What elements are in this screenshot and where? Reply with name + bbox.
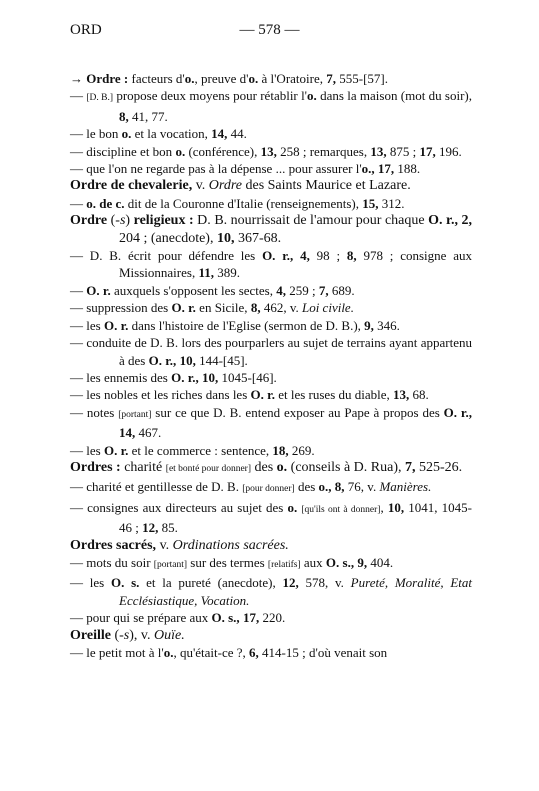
bold-term: 10, bbox=[387, 499, 405, 515]
index-sub-entry: — les ennemis des O. r., 10, 1045-[46]. bbox=[70, 369, 277, 385]
bold-term: 9, bbox=[357, 554, 368, 570]
index-heading-entry: Ordre (-s) religieux : D. B. nourrissait de l'amour pour chaque O. r., 2, 204 ; (anecdote), 10, 367-68. bbox=[70, 213, 473, 246]
index-sub-entry: — conduite de D. B. lors des pourparlers au sujet de terrains ayant appartenu à des O. r., 10, 144-[45]. bbox=[70, 335, 472, 368]
bold-term: 4, bbox=[300, 248, 310, 264]
bold-term: 10, bbox=[216, 230, 235, 246]
bold-term: 15, bbox=[362, 195, 379, 211]
bold-term: O. r. bbox=[250, 387, 275, 403]
bold-term: 8, bbox=[119, 108, 129, 124]
bold-term: o. bbox=[276, 459, 288, 475]
index-sub-entry: — charité et gentillesse de D. B. [pour donner] des o., 8, 76, v. Manières. bbox=[70, 479, 432, 495]
index-sub-entry: — suppression des O. r. en Sicile, 8, 462, v. Loi civile. bbox=[70, 300, 354, 316]
index-sub-entry: — les O. r. et le commerce : sentence, 18, 269. bbox=[70, 442, 315, 458]
index-sub-entry: — le petit mot à l'o., qu'était-ce ?, 6, 414-15 ; d'où venait son bbox=[70, 645, 388, 660]
bold-term: 7, bbox=[318, 282, 329, 298]
bold-term: O. r. bbox=[171, 300, 196, 316]
index-entries bbox=[70, 70, 472, 661]
bold-term: O. s., bbox=[211, 610, 240, 626]
index-heading-entry: Ordres sacrés, v. Ordinations sacrées. bbox=[70, 537, 289, 553]
cross-reference: Manières. bbox=[379, 479, 432, 495]
bold-term: O. r., bbox=[148, 352, 177, 368]
bold-term: O. r., bbox=[262, 248, 294, 264]
bold-term: 13, bbox=[393, 387, 410, 403]
index-sub-entry: — les O. r. dans l'histoire de l'Eglise (sermon de D. B.), 9, 346. bbox=[70, 317, 400, 333]
bold-term: o. de c. bbox=[86, 195, 125, 211]
bold-term: o., bbox=[318, 479, 332, 495]
bold-term: o. bbox=[184, 71, 195, 86]
index-sub-entry: — mots du soir [portant] sur des termes [relatifs] aux O. s., 9, 404. bbox=[70, 554, 394, 570]
bold-term: 4, bbox=[276, 282, 286, 298]
bold-term: 7, bbox=[326, 71, 336, 86]
bold-term: 17, bbox=[377, 161, 395, 177]
cross-reference: Ouïe. bbox=[154, 627, 185, 643]
bold-term: o. bbox=[121, 126, 132, 142]
cross-reference: -s bbox=[115, 213, 126, 229]
index-sub-entry: — les nobles et les riches dans les O. r. et les ruses du diable, 13, 68. bbox=[70, 387, 429, 403]
index-sub-entry: → Ordre : facteurs d'o., preuve d'o. à l'Oratoire, 7, 555-[57]. bbox=[70, 71, 388, 86]
bold-term: O. s., bbox=[325, 554, 355, 570]
bold-term: 11, bbox=[198, 265, 214, 281]
bold-term: Ordre de chevalerie, bbox=[70, 178, 193, 194]
editorial-note: [et bonté pour donner] bbox=[165, 463, 251, 474]
bold-term: 8, bbox=[334, 479, 345, 495]
editorial-note: [qu'ils ont à donner] bbox=[301, 504, 381, 515]
bold-term: o., bbox=[361, 161, 375, 177]
bold-term: O. r., bbox=[171, 369, 199, 385]
index-sub-entry: — discipline et bon o. (conférence), 13, 258 ; remarques, 13, 875 ; 17, 196. bbox=[70, 143, 462, 159]
bold-term: O. r., bbox=[428, 213, 458, 229]
bold-term: 10, bbox=[179, 352, 196, 368]
bold-term: 8, bbox=[250, 300, 261, 316]
editorial-note: [portant] bbox=[118, 409, 152, 420]
bold-term: o. bbox=[307, 88, 317, 104]
index-heading-entry: Ordre de chevalerie, v. Ordre des Saints Maurice et Lazare. bbox=[70, 178, 411, 194]
index-sub-entry: — consignes aux directeurs au sujet des o. [qu'ils ont à donner], 10, 1041, 1045-46 ; 12, 85. bbox=[70, 499, 472, 536]
bold-term: 12, bbox=[142, 520, 159, 536]
bold-term: 6, bbox=[249, 645, 259, 660]
cross-reference: -s bbox=[119, 627, 130, 643]
bold-term: Ordre bbox=[70, 213, 108, 229]
editorial-note: [relatifs] bbox=[267, 559, 301, 570]
editorial-note: [D. B.] bbox=[86, 93, 114, 104]
page-header bbox=[70, 22, 469, 42]
running-head: ORD bbox=[70, 22, 102, 38]
bold-term: O. s. bbox=[110, 575, 140, 591]
cross-reference: Pureté, Moralité, Etat Ecclésiastique, Vocation. bbox=[119, 575, 473, 608]
index-sub-entry: — notes [portant] sur ce que D. B. entend exposer au Pape à propos des O. r., 14, 467. bbox=[70, 404, 472, 441]
page-number: — 578 — bbox=[239, 22, 300, 38]
bold-term: 14, bbox=[211, 126, 228, 142]
bold-term: O. r. bbox=[86, 282, 111, 298]
editorial-note: [portant] bbox=[153, 559, 188, 570]
bold-term: O. r. bbox=[103, 317, 129, 333]
index-heading-entry: Oreille (-s), v. Ouïe. bbox=[70, 627, 185, 643]
index-sub-entry: — que l'on ne regarde pas à la dépense ... pour assurer l'o., 17, 188. bbox=[70, 161, 421, 177]
bold-term: 2, bbox=[461, 213, 473, 229]
bold-term: o. bbox=[287, 499, 298, 515]
bold-term: O. r. bbox=[103, 442, 129, 458]
bold-term: Ordre : bbox=[86, 71, 129, 86]
bold-term: o. bbox=[163, 645, 174, 660]
index-sub-entry: — le bon o. et la vocation, 14, 44. bbox=[70, 126, 247, 142]
index-sub-entry: — O. r. auxquels s'opposent les sectes, 4, 259 ; 7, 689. bbox=[70, 282, 355, 298]
bold-term: o. bbox=[248, 71, 259, 86]
editorial-note: [pour donner] bbox=[242, 484, 295, 495]
bold-term: 18, bbox=[272, 442, 289, 458]
index-sub-entry: — o. de c. dit de la Couronne d'Italie (renseignements), 15, 312. bbox=[70, 195, 405, 211]
bold-term: Ordres sacrés, bbox=[70, 537, 157, 553]
bold-term: 7, bbox=[404, 459, 416, 475]
bold-term: 10, bbox=[202, 369, 219, 385]
index-sub-entry: — D. B. écrit pour défendre les O. r., 4, 98 ; 8, 978 ; consigne aux Missionnaires, 11, 389. bbox=[70, 248, 472, 281]
bold-term: O. r., bbox=[443, 404, 472, 420]
index-heading-entry: Ordres : charité [et bonté pour donner] des o. (conseils à D. Rua), 7, 525-26. bbox=[70, 459, 463, 475]
bold-term: 13, bbox=[260, 143, 277, 159]
cross-reference: Loi civile. bbox=[301, 300, 354, 316]
bold-term: Ordres : bbox=[70, 459, 121, 475]
index-sub-entry: — les O. s. et la pureté (anecdote), 12, 578, v. Pureté, Moralité, Etat Ecclésiastique, Vocation. bbox=[70, 575, 473, 608]
bold-term: 13, bbox=[370, 143, 387, 159]
index-sub-entry: — [D. B.] propose deux moyens pour rétablir l'o. dans la maison (mot du soir), 8, 41, 77. bbox=[70, 88, 472, 124]
cross-reference: Ordinations sacrées. bbox=[172, 537, 289, 553]
bold-term: 9, bbox=[364, 317, 374, 333]
bold-term: 8, bbox=[346, 248, 357, 264]
cross-reference: Ordre bbox=[208, 178, 242, 194]
bold-term: 17, bbox=[242, 610, 260, 626]
bold-term: 17, bbox=[419, 143, 436, 159]
bold-term: 14, bbox=[119, 425, 136, 441]
bold-term: religieux : bbox=[133, 213, 194, 229]
bold-term: o. bbox=[175, 143, 186, 159]
bold-term: 12, bbox=[282, 575, 299, 591]
bold-term: Oreille bbox=[70, 627, 111, 643]
index-sub-entry: — pour qui se prépare aux O. s., 17, 220. bbox=[70, 610, 286, 626]
